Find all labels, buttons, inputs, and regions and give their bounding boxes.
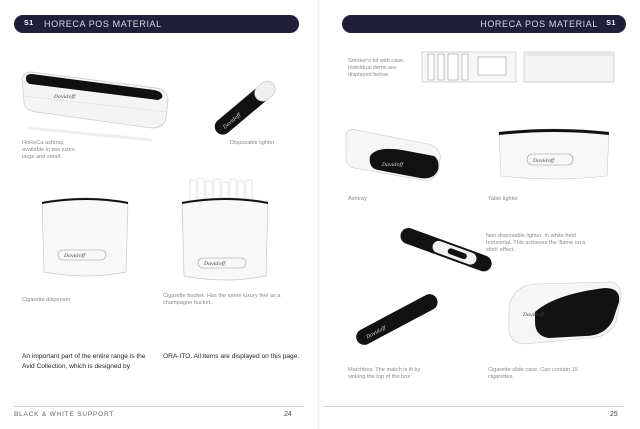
table-lighter-image [495, 124, 615, 186]
matchbox-brand-mark: Davidoff [365, 325, 388, 341]
matchbox-image [346, 290, 446, 350]
caption-cigarette-dispenser: Cigarette dispenser [22, 297, 71, 303]
caption-cigarette-slide-case: Cigarette slide case. Can contain 15 cigarettes. [488, 367, 578, 380]
right-page [320, 0, 640, 429]
left-header-bar [14, 15, 299, 33]
ashtray2-brand-mark: Davidoff [382, 162, 404, 168]
table-lighter-brand-mark: Davidoff [533, 158, 555, 164]
left-footer: BLACK & WHITE SUPPORT [14, 411, 115, 418]
cigarette-dispenser-image [36, 190, 136, 285]
ashtray-image [342, 122, 448, 192]
dispenser-brand-mark: Davidoff [64, 253, 86, 259]
body-text-col2: ORA-ITO. All items are displayed on this page. [163, 353, 300, 360]
cigarette-bucket-image [176, 176, 276, 286]
caption-disposable-lighter: Disposable lighter [230, 140, 275, 146]
caption-smokers-kit: Smoker's kit with case. Individual items are displayed below. [348, 58, 405, 78]
left-footer-rule [14, 406, 304, 407]
horeca-ashtray-image [18, 66, 173, 146]
right-footer-rule [324, 406, 624, 407]
lighter-brand-mark: Davidoff [222, 112, 243, 131]
right-header-bar [342, 15, 626, 33]
slide-case-brand-mark: Davidoff [523, 312, 545, 318]
smokers-kit-image [420, 48, 620, 88]
left-section-number: S1 [24, 20, 34, 27]
cigarette-slide-case-image [505, 276, 625, 356]
caption-horeca-ashtray: HoReCa ashtray, available in two sizes: large and small. [22, 140, 77, 160]
body-text-col1: An important part of the entire range is the Avid Collection, which is designed by [22, 353, 146, 370]
caption-ashtray: Ashtray [348, 196, 367, 202]
bucket-brand-mark: Davidoff [204, 261, 226, 267]
left-section-title: HORECA POS MATERIAL [44, 19, 162, 29]
right-section-number: S1 [606, 20, 616, 27]
disposable-lighter-image [200, 78, 290, 138]
caption-non-disposable-lighter: Non-disposable lighter. In white held horizontal. This achieves the 'flame on a stick' effect. [486, 233, 586, 253]
ashtray-brand-mark: Davidoff [54, 94, 76, 100]
caption-matchbox: Matchbox. The match is lit by sinking the top of the box. [348, 367, 421, 380]
right-page-number: 25 [610, 411, 618, 418]
caption-cigarette-bucket: Cigarette bucket. Has the same luxury feel as a champagne bucket. [163, 293, 281, 306]
left-page-number: 24 [284, 411, 292, 418]
right-section-title: HORECA POS MATERIAL [480, 19, 598, 29]
caption-table-lighter: Table lighter [488, 196, 519, 202]
